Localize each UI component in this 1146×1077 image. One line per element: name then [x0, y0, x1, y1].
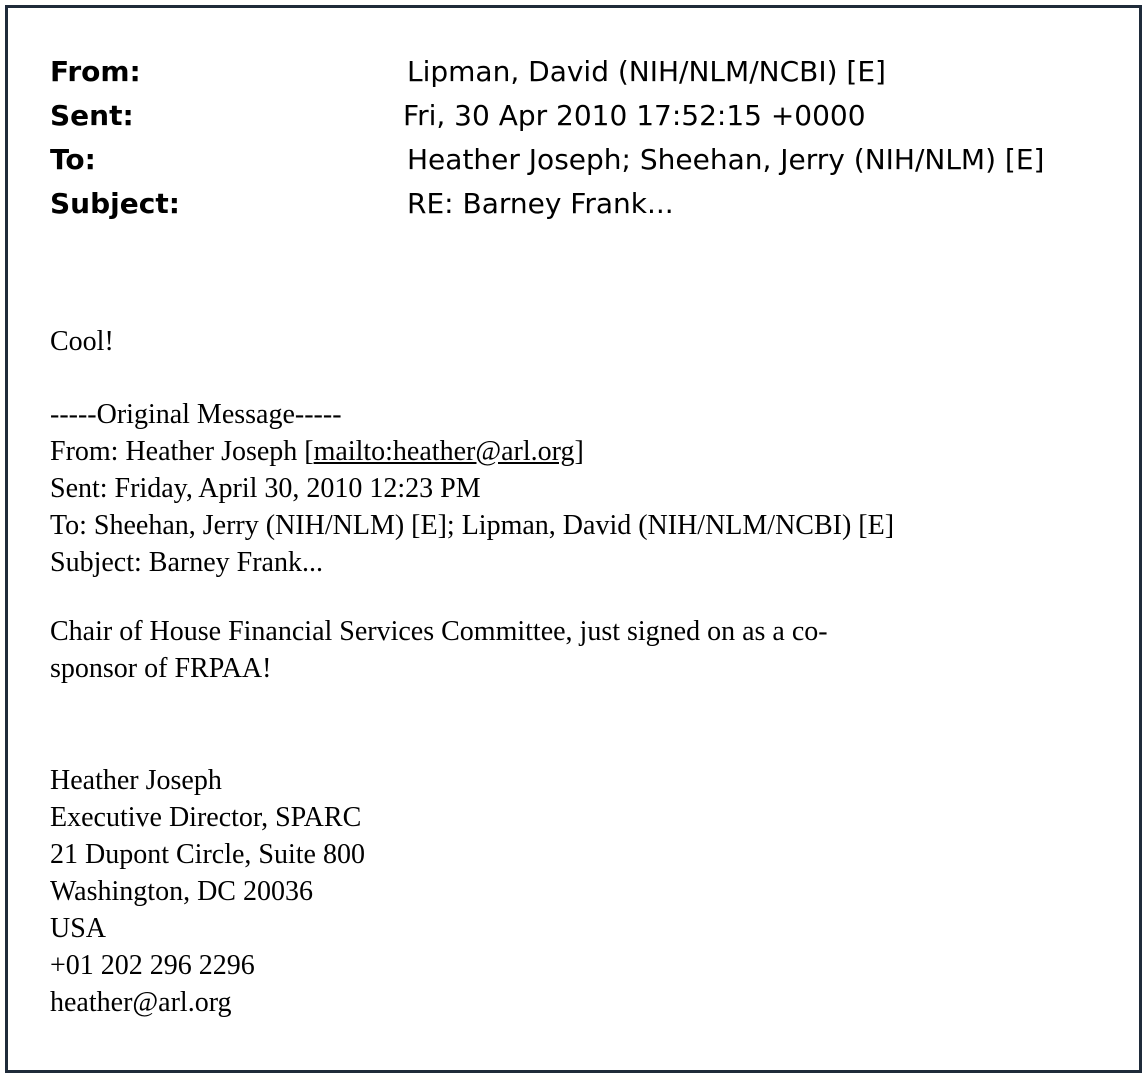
email-body — [50, 323, 1100, 1021]
to-value: Heather Joseph; Sheehan, Jerry (NIH/NLM) [E] — [407, 143, 1045, 176]
original-to: To: Sheehan, Jerry (NIH/NLM) [E]; Lipman, David (NIH/NLM/NCBI) [E] — [50, 510, 895, 541]
from-label: From: — [50, 55, 141, 88]
from-value: Lipman, David (NIH/NLM/NCBI) [E] — [407, 55, 886, 88]
original-body-line-2: sponsor of FRPAA! — [50, 653, 272, 684]
original-separator: -----Original Message----- — [50, 399, 342, 430]
sent-value: Fri, 30 Apr 2010 17:52:15 +0000 — [403, 99, 866, 132]
original-subject: Subject: Barney Frank... — [50, 547, 323, 578]
original-body-line-1: Chair of House Financial Services Committee, just signed on as a co- — [50, 616, 828, 647]
signature-email: heather@arl.org — [50, 987, 232, 1018]
signature-country: USA — [50, 913, 107, 944]
original-sent: Sent: Friday, April 30, 2010 12:23 PM — [50, 473, 481, 504]
subject-label: Subject: — [50, 187, 180, 220]
signature-title: Executive Director, SPARC — [50, 802, 362, 833]
reply-text: Cool! — [50, 326, 114, 357]
signature-address-1: 21 Dupont Circle, Suite 800 — [50, 839, 365, 870]
mailto-link[interactable]: mailto:heather@arl.org — [313, 436, 575, 467]
sent-label: Sent: — [50, 99, 134, 132]
signature-phone: +01 202 296 2296 — [50, 950, 255, 981]
signature-name: Heather Joseph — [50, 765, 222, 796]
to-label: To: — [50, 143, 96, 176]
original-from-suffix: ] — [574, 436, 584, 467]
subject-value: RE: Barney Frank... — [407, 187, 674, 220]
original-from-prefix: From: Heather Joseph [ — [50, 436, 314, 467]
original-from — [50, 433, 1100, 470]
document-frame — [5, 5, 1142, 1073]
signature-address-2: Washington, DC 20036 — [50, 876, 313, 907]
